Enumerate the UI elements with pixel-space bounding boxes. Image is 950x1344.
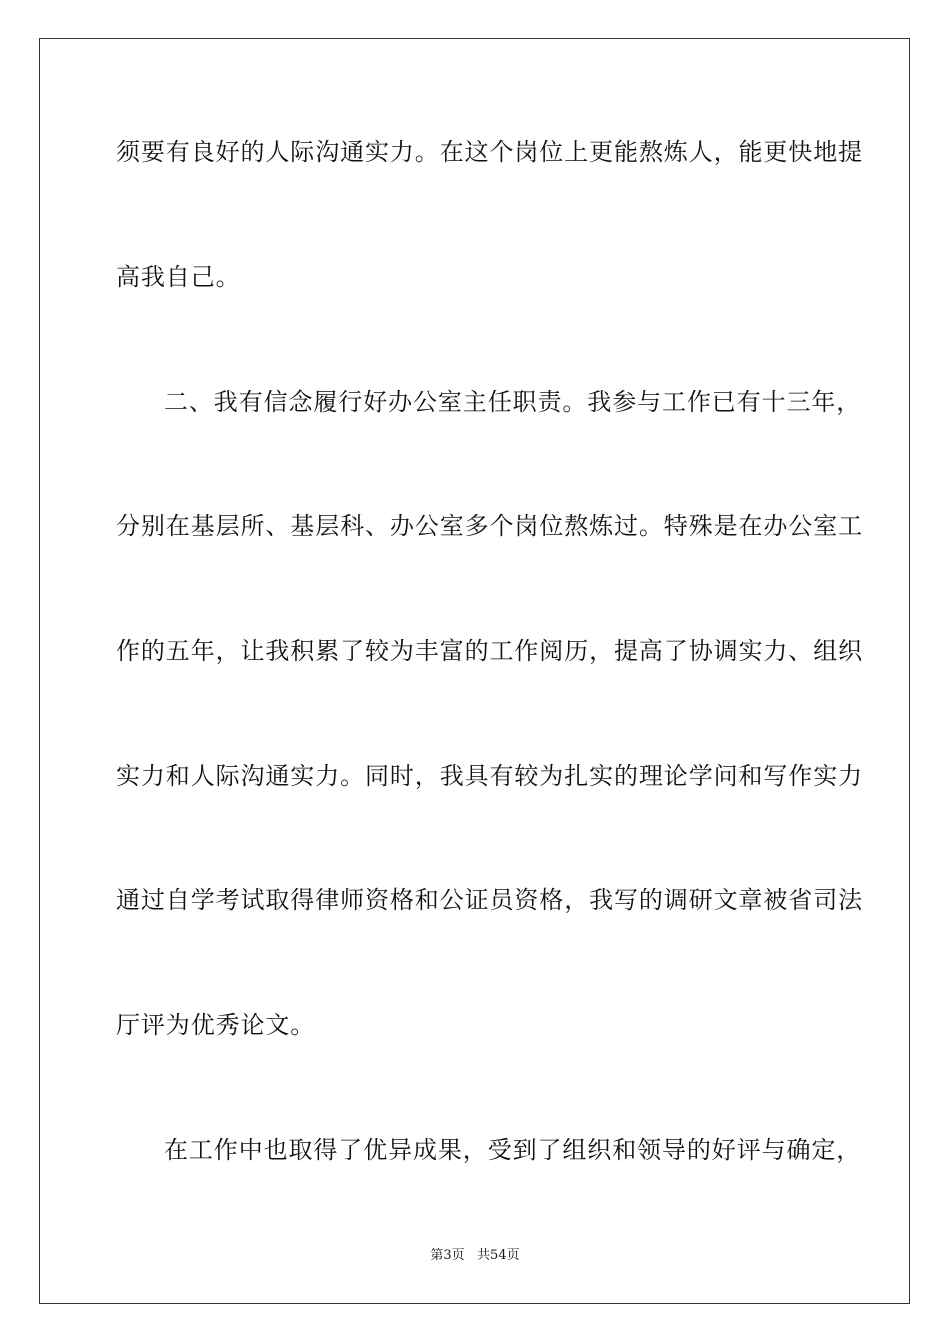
paragraph-line: 高我自己。 [116, 263, 241, 291]
paragraph-line: 须要有良好的人际沟通实力。在这个岗位上更能熬炼人，能更快地提 [116, 138, 863, 166]
page-border [39, 38, 910, 1304]
paragraph-line: 厅评为优秀论文。 [116, 1011, 316, 1039]
paragraph-line: 通过自学考试取得律师资格和公证员资格，我写的调研文章被省司法 [116, 886, 863, 914]
paragraph-line: 实力和人际沟通实力。同时，我具有较为扎实的理论学问和写作实力 [116, 762, 863, 790]
paragraph-line: 分别在基层所、基层科、办公室多个岗位熬炼过。特殊是在办公室工 [116, 512, 863, 540]
page-number-footer: 第3页 共54页 [430, 1248, 520, 1263]
paragraph-line: 在工作中也取得了优异成果，受到了组织和领导的好评与确定， [164, 1136, 862, 1164]
paragraph-line: 作的五年，让我积累了较为丰富的工作阅历，提高了协调实力、组织 [116, 637, 863, 665]
paragraph-line: 二、我有信念履行好办公室主任职责。我参与工作已有十三年， [164, 388, 862, 416]
